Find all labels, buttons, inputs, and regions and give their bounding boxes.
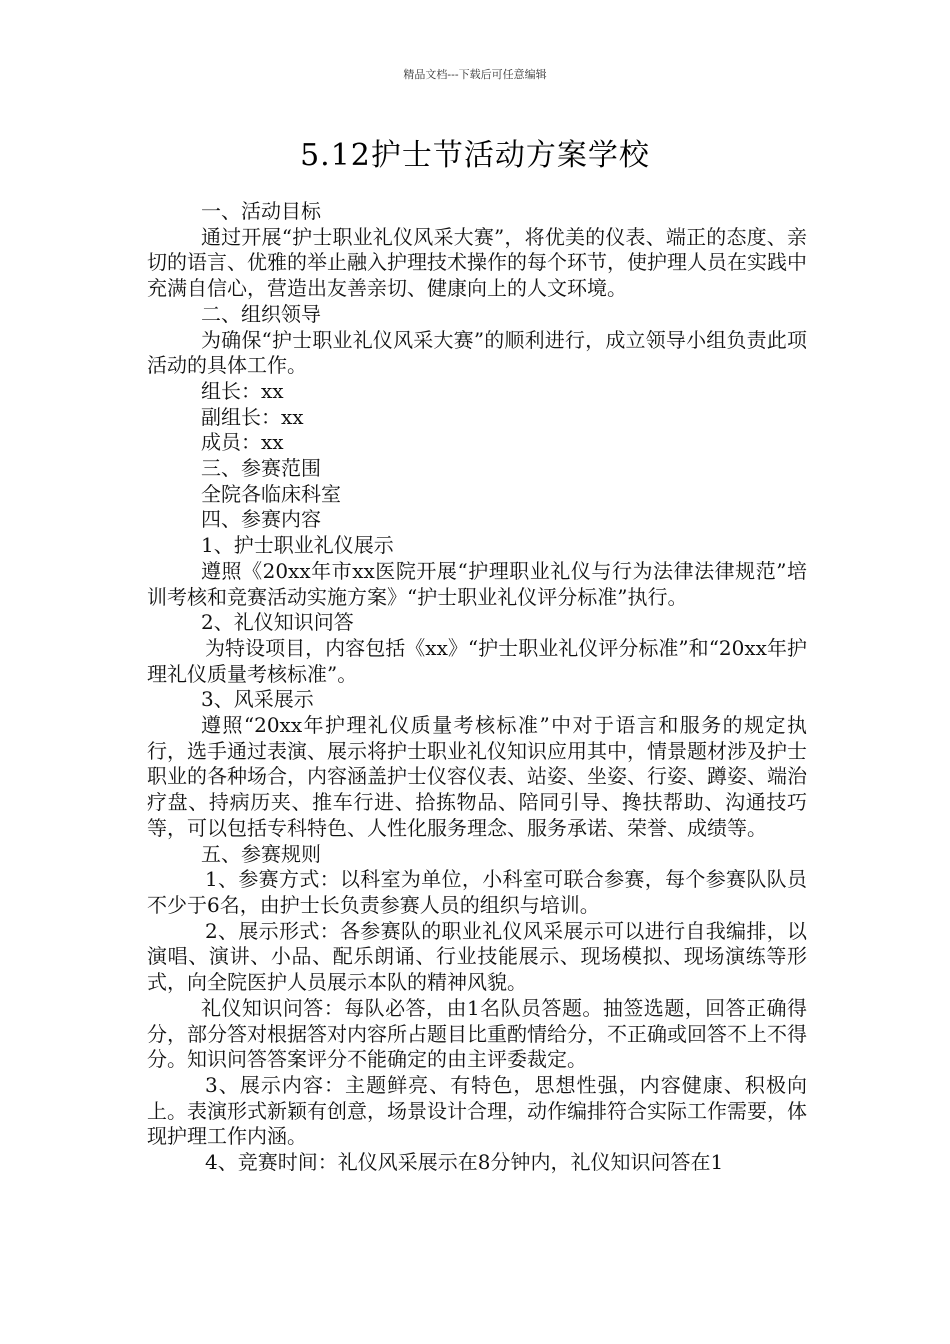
rule-quiz: 礼仪知识问答：每队必答，由1名队员答题。抽签选题，回答正确得分，部分答对根据答对内容所占题目比重酌情给分，不正确或回答不上不得分。知识问答答案评分不能确定的由主评委裁定。 xyxy=(147,995,807,1072)
leader-line: 组长：xx xyxy=(201,378,284,403)
section-heading-organization: 二、组织领导 xyxy=(201,301,321,326)
paragraph-goal: 通过开展“护士职业礼仪风采大赛”，将优美的仪表、端正的态度、亲切的语言、优雅的举止融入护理技术操作的每个环节，使护理人员在实践中充满自信心，营造出友善亲切、健康向上的人文环境。 xyxy=(147,224,807,301)
section-heading-rules: 五、参赛规则 xyxy=(201,841,321,866)
rule-display-content: 3、展示内容：主题鲜亮、有特色，思想性强，内容健康、积极向上。表演形式新颖有创意，场景设计合理，动作编排符合实际工作需要，体现护理工作内涵。 xyxy=(147,1072,807,1149)
section-heading-content: 四、参赛内容 xyxy=(201,507,321,532)
rule-time: 4、竞赛时间：礼仪风采展示在8分钟内，礼仪知识问答在1 xyxy=(205,1150,724,1175)
page-header: 精品文档---下载后可任意编辑 xyxy=(403,68,547,81)
subheading-style-display: 3、风采展示 xyxy=(201,687,314,712)
subheading-knowledge-quiz: 2、礼仪知识问答 xyxy=(201,610,354,635)
document-title: 5.12护士节活动方案学校 xyxy=(300,138,650,173)
document-body xyxy=(147,199,807,1176)
rule-participation: 1、参赛方式：以科室为单位，小科室可联合参赛，每个参赛队队员不少于6名，由护士长负责参赛人员的组织与培训。 xyxy=(147,867,807,917)
members-line: 成员：xx xyxy=(201,430,284,455)
paragraph-etiquette-display: 遵照《20xx年市xx医院开展“护理职业礼仪与行为法律法律规范”培训考核和竞赛活动实施方案》“护士职业礼仪评分标准”执行。 xyxy=(147,558,807,609)
subheading-etiquette-display: 1、护士职业礼仪展示 xyxy=(201,533,394,558)
rule-display-form: 2、展示形式：各参赛队的职业礼仪风采展示可以进行自我编排，以演唱、演讲、小品、配乐朗诵、行业技能展示、现场模拟、现场演练等形式，向全院医护人员展示本队的精神风貌。 xyxy=(147,918,807,995)
section-heading-goal: 一、活动目标 xyxy=(201,199,321,223)
section-heading-scope: 三、参赛范围 xyxy=(201,456,321,481)
paragraph-organization: 为确保“护士职业礼仪风采大赛”的顺利进行，成立领导小组负责此项活动的具体工作。 xyxy=(147,327,807,378)
deputy-leader-line: 副组长：xx xyxy=(201,404,304,429)
paragraph-style-display: 遵照“20xx年护理礼仪质量考核标准”中对于语言和服务的规定执行，选手通过表演、展示将护士职业礼仪知识应用其中，情景题材涉及护士职业的各种场合，内容涵盖护士仪容仪表、站姿、坐姿、行姿、蹲姿、端治疗盘、持病历夹、推车行进、拾拣物品、陪同引导、搀扶帮助、沟通技巧等，可以包括专科特色、人性化服务理念、服务承诺、荣誉、成绩等。 xyxy=(147,713,807,840)
paragraph-knowledge-quiz: 为特设项目，内容包括《xx》“护士职业礼仪评分标准”和“20xx年护理礼仪质量考核标准”。 xyxy=(147,635,807,686)
paragraph-scope: 全院各临床科室 xyxy=(201,481,341,506)
